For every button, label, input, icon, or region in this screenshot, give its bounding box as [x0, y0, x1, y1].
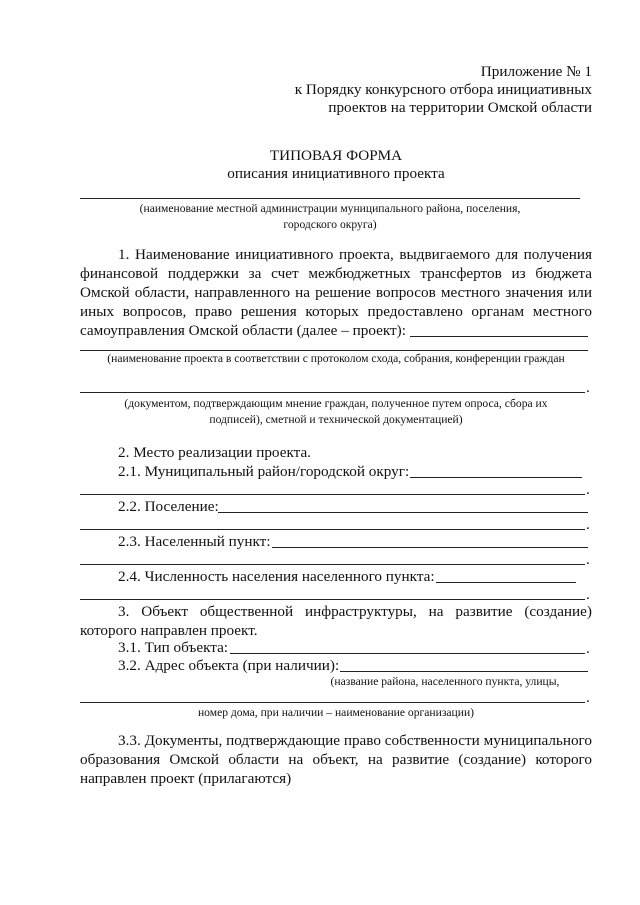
- population-dot: .: [586, 586, 590, 603]
- admin-caption-1: (наименование местной администрации муниципального района, поселения,: [139, 202, 521, 215]
- section2-item-4-label: 2.4. Численность населения населенного пункта:: [118, 568, 435, 585]
- settlement-blank: [218, 512, 588, 513]
- project-docs-caption-2: подписей), сметной и технической документацией): [209, 413, 463, 426]
- section3-item-1-label: 3.1. Тип объекта:: [118, 639, 229, 656]
- settlement-blank-2: [80, 529, 585, 530]
- section3-item-3-line-3: направлен проект (прилагаются): [80, 770, 292, 787]
- section1-line-1: 1. Наименование инициативного проекта, выдвигаемого для получения: [118, 246, 592, 263]
- section3-item-3-line-1: 3.3. Документы, подтверждающие право собственности муниципального: [118, 732, 592, 749]
- settlement-dot: .: [586, 516, 590, 533]
- section3-item-2-label: 3.2. Адрес объекта (при наличии):: [118, 657, 340, 674]
- locality-blank-2: [80, 564, 585, 565]
- section1-line-3: Омской области, направленного на решение вопросов местного значения или: [80, 284, 592, 301]
- object-address-blank-2: [80, 702, 585, 703]
- section2-item-1-label: 2.1. Муниципальный район/городской округ:: [118, 463, 410, 480]
- section2-item-3-label: 2.3. Населенный пункт:: [118, 533, 271, 550]
- appendix-line-1: Приложение № 1: [480, 63, 592, 80]
- population-blank-2: [80, 599, 585, 600]
- appendix-line-3: проектов на территории Омской области: [328, 99, 592, 116]
- district-blank: [410, 477, 582, 478]
- object-address-caption-1: (название района, населенного пункта, улицы,: [330, 675, 560, 688]
- section2-heading: 2. Место реализации проекта.: [118, 444, 311, 461]
- section3-line-1: 3. Объект общественной инфраструктуры, на развитие (создание): [118, 603, 592, 620]
- object-address-blank: [340, 671, 588, 672]
- section1-line-5: самоуправления Омской области (далее – проект):: [80, 322, 406, 339]
- locality-blank: [272, 547, 588, 548]
- project-name-line-2: [80, 350, 588, 351]
- population-blank: [436, 582, 576, 583]
- section1-line-2: финансовой поддержки за счет межбюджетных трансфертов из бюджета: [80, 265, 592, 282]
- project-docs-line: [80, 392, 585, 393]
- locality-dot: .: [586, 551, 590, 568]
- admin-name-line: [80, 198, 580, 199]
- object-address-caption-2: номер дома, при наличии – наименование организации): [197, 706, 475, 719]
- form-title: ТИПОВАЯ ФОРМА: [269, 147, 403, 164]
- project-docs-dot: .: [586, 379, 590, 396]
- object-address-dot: .: [586, 689, 590, 706]
- district-blank-2: [80, 494, 585, 495]
- form-subtitle: описания инициативного проекта: [227, 165, 445, 182]
- project-name-blank: [410, 336, 588, 337]
- admin-caption-2: городского округа): [283, 218, 377, 231]
- section1-line-4: иных вопросов, право решения которых предоставлено органам местного: [80, 303, 592, 320]
- section3-line-2: которого направлен проект.: [80, 622, 258, 639]
- section2-item-2-label: 2.2. Поселение:: [118, 498, 219, 515]
- appendix-line-2: к Порядку конкурсного отбора инициативных: [294, 81, 592, 98]
- district-dot: .: [586, 481, 590, 498]
- object-type-dot: .: [586, 640, 590, 657]
- project-name-caption: (наименование проекта в соответствии с протоколом схода, собрания, конференции граждан: [107, 352, 565, 365]
- object-type-blank: [230, 653, 585, 654]
- project-docs-caption-1: (документом, подтверждающим мнение граждан, полученное путем опроса, сбора их: [124, 397, 548, 410]
- section3-item-3-line-2: образования Омской области на объект, на развитие (создание) которого: [80, 751, 592, 768]
